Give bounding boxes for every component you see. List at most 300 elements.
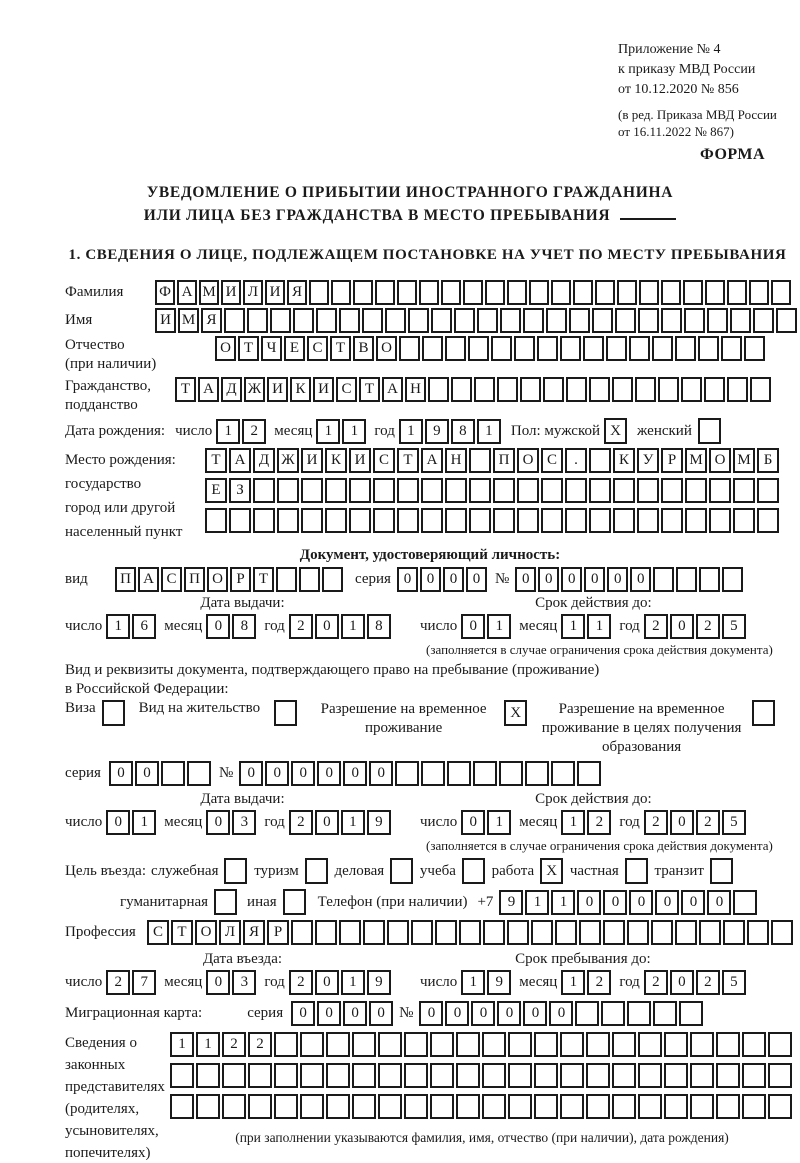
char-cell[interactable] [474,377,495,402]
char-cell[interactable]: 0 [206,970,230,995]
char-cell[interactable]: О [195,920,217,945]
char-cell[interactable]: Я [201,308,222,333]
char-cell[interactable] [187,761,211,786]
char-cell[interactable] [675,336,696,361]
purpose-study-checkbox[interactable] [462,858,485,884]
char-cell[interactable] [352,1032,376,1057]
char-cell[interactable] [508,1032,532,1057]
char-cell[interactable] [248,1094,272,1119]
char-cell[interactable]: Т [253,567,274,592]
char-cell[interactable]: 0 [630,567,651,592]
char-cell[interactable] [757,508,779,533]
char-cell[interactable]: И [267,377,288,402]
char-cell[interactable] [404,1032,428,1057]
char-cell[interactable]: 1 [106,614,130,639]
char-cell[interactable] [627,920,649,945]
char-cell[interactable]: Р [661,448,683,473]
char-cell[interactable]: 2 [106,970,130,995]
char-cell[interactable] [690,1063,714,1088]
surname-cells[interactable] [155,280,791,305]
char-cell[interactable] [352,1094,376,1119]
char-cell[interactable]: 2 [289,970,313,995]
char-cell[interactable]: 1 [561,970,585,995]
char-cell[interactable]: 0 [549,1001,573,1026]
char-cell[interactable]: 1 [477,419,501,444]
doc-series-cells[interactable] [397,567,487,592]
char-cell[interactable] [170,1094,194,1119]
char-cell[interactable] [161,761,185,786]
char-cell[interactable] [326,1094,350,1119]
char-cell[interactable] [613,478,635,503]
char-cell[interactable] [531,920,553,945]
char-cell[interactable]: 0 [317,1001,341,1026]
char-cell[interactable] [753,308,774,333]
doc-number-cells[interactable] [515,567,743,592]
char-cell[interactable] [497,377,518,402]
char-cell[interactable] [373,478,395,503]
char-cell[interactable]: А [421,448,443,473]
char-cell[interactable] [541,508,563,533]
char-cell[interactable]: Б [757,448,779,473]
char-cell[interactable] [507,920,529,945]
char-cell[interactable] [422,336,443,361]
char-cell[interactable] [704,377,725,402]
char-cell[interactable] [482,1063,506,1088]
char-cell[interactable] [742,1063,766,1088]
char-cell[interactable] [485,280,505,305]
char-cell[interactable]: 5 [722,970,746,995]
char-cell[interactable] [589,508,611,533]
char-cell[interactable] [196,1094,220,1119]
legal-reps-cells-2[interactable] [170,1063,794,1088]
char-cell[interactable] [349,478,371,503]
char-cell[interactable] [300,1063,324,1088]
purpose-private-checkbox[interactable] [625,858,648,884]
char-cell[interactable] [445,478,467,503]
char-cell[interactable] [575,1001,599,1026]
char-cell[interactable] [679,1001,703,1026]
char-cell[interactable] [771,280,791,305]
char-cell[interactable]: О [207,567,228,592]
char-cell[interactable] [685,508,707,533]
resid-series-cells[interactable] [109,761,211,786]
char-cell[interactable] [326,1063,350,1088]
char-cell[interactable]: А [177,280,197,305]
char-cell[interactable]: 0 [629,890,653,915]
resid-issue-day-cells[interactable] [106,810,156,835]
char-cell[interactable] [491,336,512,361]
sex-female-checkbox[interactable] [698,418,721,444]
char-cell[interactable] [768,1032,792,1057]
char-cell[interactable] [421,508,443,533]
char-cell[interactable]: О [709,448,731,473]
patronymic-cells[interactable] [215,336,765,361]
char-cell[interactable] [322,567,343,592]
char-cell[interactable]: 0 [523,1001,547,1026]
char-cell[interactable] [435,920,457,945]
char-cell[interactable]: Р [230,567,251,592]
char-cell[interactable]: 2 [587,810,611,835]
char-cell[interactable]: Р [267,920,289,945]
char-cell[interactable]: 1 [551,890,575,915]
char-cell[interactable]: К [613,448,635,473]
char-cell[interactable] [277,478,299,503]
char-cell[interactable]: У [637,448,659,473]
mc-series-cells[interactable] [291,1001,393,1026]
char-cell[interactable] [592,308,613,333]
char-cell[interactable] [595,280,615,305]
char-cell[interactable] [612,1063,636,1088]
char-cell[interactable] [508,1094,532,1119]
char-cell[interactable] [603,920,625,945]
char-cell[interactable] [771,920,793,945]
char-cell[interactable]: 2 [289,810,313,835]
char-cell[interactable] [339,308,360,333]
char-cell[interactable]: 2 [587,970,611,995]
char-cell[interactable] [635,377,656,402]
char-cell[interactable] [586,1032,610,1057]
mc-number-cells[interactable] [419,1001,703,1026]
entry-month-cells[interactable] [206,970,256,995]
resid-valid-year-cells[interactable] [644,810,746,835]
char-cell[interactable] [170,1063,194,1088]
char-cell[interactable]: 1 [525,890,549,915]
char-cell[interactable] [722,567,743,592]
char-cell[interactable] [698,336,719,361]
char-cell[interactable]: О [376,336,397,361]
char-cell[interactable] [627,1001,651,1026]
char-cell[interactable] [565,508,587,533]
char-cell[interactable]: П [115,567,136,592]
char-cell[interactable] [742,1094,766,1119]
legal-reps-cells-3[interactable] [170,1094,794,1119]
char-cell[interactable]: 0 [471,1001,495,1026]
citizenship-cells[interactable] [175,377,771,402]
char-cell[interactable] [316,308,337,333]
char-cell[interactable] [676,567,697,592]
char-cell[interactable]: Т [359,377,380,402]
char-cell[interactable]: М [685,448,707,473]
purpose-business-checkbox[interactable] [224,858,247,884]
char-cell[interactable]: 5 [722,810,746,835]
char-cell[interactable] [690,1094,714,1119]
char-cell[interactable]: 0 [461,810,485,835]
temp-residence-edu-checkbox[interactable] [752,700,775,726]
char-cell[interactable] [397,508,419,533]
resid-number-cells[interactable] [239,761,601,786]
purpose-commercial-checkbox[interactable] [390,858,413,884]
char-cell[interactable] [709,478,731,503]
char-cell[interactable] [508,1063,532,1088]
char-cell[interactable] [651,920,673,945]
char-cell[interactable]: М [733,448,755,473]
phone-cells[interactable] [499,890,757,915]
char-cell[interactable] [683,280,703,305]
char-cell[interactable]: 2 [242,419,266,444]
char-cell[interactable] [301,478,323,503]
char-cell[interactable]: 3 [232,810,256,835]
char-cell[interactable] [551,761,575,786]
char-cell[interactable] [300,1032,324,1057]
char-cell[interactable] [309,280,329,305]
char-cell[interactable] [395,761,419,786]
char-cell[interactable]: 1 [196,1032,220,1057]
char-cell[interactable]: Л [219,920,241,945]
profession-cells[interactable] [147,920,793,945]
char-cell[interactable] [560,1032,584,1057]
char-cell[interactable] [733,508,755,533]
stay-day-cells[interactable] [461,970,511,995]
entry-day-cells[interactable] [106,970,156,995]
char-cell[interactable]: 1 [341,810,365,835]
char-cell[interactable] [723,920,745,945]
char-cell[interactable] [408,308,429,333]
char-cell[interactable]: 2 [696,810,720,835]
char-cell[interactable]: 0 [607,567,628,592]
char-cell[interactable]: 1 [316,419,340,444]
char-cell[interactable] [229,508,251,533]
char-cell[interactable] [411,920,433,945]
char-cell[interactable]: 0 [466,567,487,592]
char-cell[interactable]: И [265,280,285,305]
char-cell[interactable] [664,1063,688,1088]
char-cell[interactable] [274,1032,298,1057]
char-cell[interactable]: 0 [369,1001,393,1026]
char-cell[interactable] [583,336,604,361]
char-cell[interactable] [601,1001,625,1026]
char-cell[interactable]: И [301,448,323,473]
char-cell[interactable]: 1 [132,810,156,835]
char-cell[interactable]: А [229,448,251,473]
char-cell[interactable]: 0 [369,761,393,786]
purpose-tourism-checkbox[interactable] [305,858,328,884]
char-cell[interactable] [699,567,720,592]
char-cell[interactable] [483,920,505,945]
char-cell[interactable]: 1 [561,810,585,835]
char-cell[interactable] [385,308,406,333]
birth-year-cells[interactable] [399,419,501,444]
char-cell[interactable] [534,1063,558,1088]
char-cell[interactable]: 0 [397,567,418,592]
char-cell[interactable] [577,761,601,786]
char-cell[interactable] [514,336,535,361]
char-cell[interactable] [675,920,697,945]
char-cell[interactable]: 0 [343,761,367,786]
char-cell[interactable] [541,478,563,503]
char-cell[interactable]: 0 [206,614,230,639]
resid-valid-month-cells[interactable] [561,810,611,835]
char-cell[interactable]: 0 [135,761,159,786]
char-cell[interactable]: 2 [644,970,668,995]
char-cell[interactable] [560,1094,584,1119]
char-cell[interactable]: С [161,567,182,592]
char-cell[interactable] [716,1094,740,1119]
char-cell[interactable] [493,478,515,503]
char-cell[interactable]: 0 [707,890,731,915]
char-cell[interactable] [705,280,725,305]
char-cell[interactable]: 0 [265,761,289,786]
char-cell[interactable] [639,280,659,305]
char-cell[interactable] [589,478,611,503]
char-cell[interactable] [699,920,721,945]
char-cell[interactable] [477,308,498,333]
doc-valid-year-cells[interactable] [644,614,746,639]
char-cell[interactable] [733,478,755,503]
char-cell[interactable] [543,377,564,402]
char-cell[interactable] [747,920,769,945]
temp-residence-checkbox[interactable]: X [504,700,527,726]
char-cell[interactable] [629,336,650,361]
char-cell[interactable] [617,280,637,305]
purpose-transit-checkbox[interactable] [710,858,733,884]
char-cell[interactable]: 1 [561,614,585,639]
char-cell[interactable]: 0 [291,1001,315,1026]
char-cell[interactable]: С [336,377,357,402]
char-cell[interactable]: 1 [342,419,366,444]
birth-place-cells-2[interactable] [205,478,779,503]
legal-reps-cells-1[interactable] [170,1032,794,1057]
char-cell[interactable]: . [565,448,587,473]
char-cell[interactable] [565,478,587,503]
char-cell[interactable] [652,336,673,361]
char-cell[interactable] [421,478,443,503]
char-cell[interactable]: 9 [367,810,391,835]
char-cell[interactable]: 7 [132,970,156,995]
char-cell[interactable] [750,377,771,402]
entry-year-cells[interactable] [289,970,391,995]
char-cell[interactable]: 1 [461,970,485,995]
char-cell[interactable] [613,508,635,533]
char-cell[interactable] [430,1063,454,1088]
char-cell[interactable]: 0 [206,810,230,835]
char-cell[interactable]: Я [243,920,265,945]
char-cell[interactable] [560,336,581,361]
char-cell[interactable] [757,478,779,503]
char-cell[interactable] [428,377,449,402]
char-cell[interactable]: Д [253,448,275,473]
char-cell[interactable]: 0 [445,1001,469,1026]
char-cell[interactable]: Т [330,336,351,361]
char-cell[interactable]: 0 [239,761,263,786]
char-cell[interactable] [727,280,747,305]
char-cell[interactable] [520,377,541,402]
char-cell[interactable]: О [215,336,236,361]
char-cell[interactable] [482,1032,506,1057]
char-cell[interactable]: Д [221,377,242,402]
doc-type-cells[interactable] [115,567,343,592]
doc-valid-day-cells[interactable] [461,614,511,639]
char-cell[interactable]: 1 [399,419,423,444]
char-cell[interactable]: Ч [261,336,282,361]
char-cell[interactable] [445,336,466,361]
char-cell[interactable] [419,280,439,305]
char-cell[interactable]: 5 [722,614,746,639]
char-cell[interactable]: 2 [248,1032,272,1057]
char-cell[interactable]: П [184,567,205,592]
char-cell[interactable]: 1 [170,1032,194,1057]
char-cell[interactable] [353,280,373,305]
char-cell[interactable]: 3 [232,970,256,995]
char-cell[interactable] [716,1032,740,1057]
char-cell[interactable]: 9 [499,890,523,915]
char-cell[interactable] [196,1063,220,1088]
char-cell[interactable] [589,377,610,402]
doc-issue-year-cells[interactable] [289,614,391,639]
char-cell[interactable] [500,308,521,333]
char-cell[interactable] [615,308,636,333]
char-cell[interactable] [399,336,420,361]
char-cell[interactable] [690,1032,714,1057]
char-cell[interactable] [638,308,659,333]
char-cell[interactable]: 1 [216,419,240,444]
char-cell[interactable] [469,478,491,503]
char-cell[interactable] [456,1032,480,1057]
char-cell[interactable] [325,508,347,533]
char-cell[interactable]: С [147,920,169,945]
char-cell[interactable] [733,890,757,915]
char-cell[interactable]: 0 [315,614,339,639]
stay-month-cells[interactable] [561,970,611,995]
char-cell[interactable]: 8 [451,419,475,444]
char-cell[interactable]: 2 [696,970,720,995]
char-cell[interactable]: 1 [341,614,365,639]
char-cell[interactable]: 2 [644,810,668,835]
char-cell[interactable] [463,280,483,305]
char-cell[interactable]: 1 [487,810,511,835]
char-cell[interactable] [378,1094,402,1119]
char-cell[interactable] [224,308,245,333]
char-cell[interactable] [325,478,347,503]
char-cell[interactable] [315,920,337,945]
char-cell[interactable] [517,508,539,533]
char-cell[interactable]: 0 [515,567,536,592]
char-cell[interactable]: 1 [487,614,511,639]
char-cell[interactable]: Я [287,280,307,305]
char-cell[interactable] [638,1094,662,1119]
doc-issue-month-cells[interactable] [206,614,256,639]
char-cell[interactable] [566,377,587,402]
char-cell[interactable]: 0 [315,810,339,835]
char-cell[interactable] [248,1063,272,1088]
char-cell[interactable] [441,280,461,305]
birth-place-cells-3[interactable] [205,508,779,533]
char-cell[interactable] [560,1063,584,1088]
char-cell[interactable] [525,761,549,786]
char-cell[interactable] [378,1032,402,1057]
char-cell[interactable] [291,920,313,945]
char-cell[interactable] [447,761,471,786]
char-cell[interactable] [534,1094,558,1119]
char-cell[interactable] [454,308,475,333]
char-cell[interactable] [768,1094,792,1119]
char-cell[interactable] [482,1094,506,1119]
doc-valid-month-cells[interactable] [561,614,611,639]
char-cell[interactable]: 2 [222,1032,246,1057]
char-cell[interactable] [742,1032,766,1057]
char-cell[interactable] [473,761,497,786]
char-cell[interactable]: И [155,308,176,333]
char-cell[interactable] [397,280,417,305]
char-cell[interactable]: 0 [681,890,705,915]
purpose-other-checkbox[interactable] [283,889,306,915]
char-cell[interactable] [637,478,659,503]
char-cell[interactable]: 0 [291,761,315,786]
char-cell[interactable] [523,308,544,333]
char-cell[interactable] [546,308,567,333]
char-cell[interactable] [573,280,593,305]
char-cell[interactable] [378,1063,402,1088]
char-cell[interactable]: А [198,377,219,402]
